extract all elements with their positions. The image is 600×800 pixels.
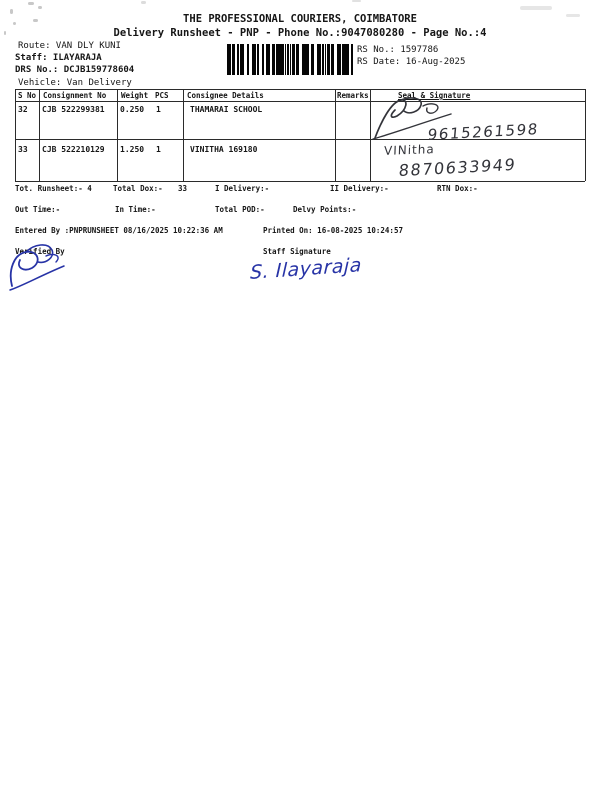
page-subtitle: Delivery Runsheet - PNP - Phone No.:9047080280 - Page No.:4 xyxy=(113,27,487,39)
ii-delivery-text: II Delivery:- xyxy=(330,184,389,193)
table-vline xyxy=(15,89,16,181)
table-border-top xyxy=(15,89,585,90)
col-header-seal-signature: Seal & Signature xyxy=(398,91,471,100)
table-vline xyxy=(335,89,336,181)
cell-consignment-no: CJB 522210129 xyxy=(42,145,105,154)
i-delivery-text: I Delivery:- xyxy=(215,184,270,193)
col-header-consignee-details: Consignee Details xyxy=(187,91,264,100)
printed-on-text: Printed On: 16-08-2025 10:24:57 xyxy=(263,226,403,235)
cell-weight: 0.250 xyxy=(120,105,145,114)
delvy-points-text: Delvy Points:- xyxy=(293,205,357,214)
out-time-text: Out Time:- xyxy=(15,205,61,214)
table-header-underline xyxy=(15,101,585,102)
drs-no-text: DRS No.: DCJB159778604 xyxy=(15,65,135,75)
page-title: THE PROFESSIONAL COURIERS, COIMBATORE xyxy=(183,13,417,25)
cell-consignee: VINITHA 169180 xyxy=(190,145,258,154)
staff-text: Staff: ILAYARAJA xyxy=(15,53,102,63)
vehicle-text: Vehicle: Van Delivery xyxy=(18,78,132,88)
staff-signature-label: Staff Signature xyxy=(263,247,331,256)
table-vline xyxy=(585,89,586,181)
scan-artifact xyxy=(352,0,361,2)
in-time-text: In Time:- xyxy=(115,205,156,214)
rtn-dox-text: RTN Dox:- xyxy=(437,184,478,193)
table-vline xyxy=(39,89,40,181)
handwritten-name: VINitha xyxy=(383,142,435,158)
verified-by-signature-scribble xyxy=(6,242,68,296)
total-dox-value: 33 xyxy=(178,184,188,193)
rs-no-text: RS No.: 1597786 xyxy=(357,45,439,55)
col-header-s-no: S No xyxy=(18,91,37,100)
tot-runsheet-text: Tot. Runsheet:- 4 xyxy=(15,184,92,193)
entered-by-text: Entered By :PNPRUNSHEET 08/16/2025 10:22:36 AM xyxy=(15,226,223,235)
cell-pcs: 1 xyxy=(156,145,161,154)
cell-consignment-no: CJB 522299381 xyxy=(42,105,105,114)
scan-artifact xyxy=(520,6,552,10)
scan-artifact xyxy=(38,6,42,9)
col-header-weight: Weight xyxy=(121,91,149,100)
col-header-pcs: PCS xyxy=(155,91,169,100)
scan-artifact xyxy=(141,1,146,4)
cell-s-no: 32 xyxy=(18,105,28,114)
rs-date-text: RS Date: 16-Aug-2025 xyxy=(357,57,466,67)
cell-pcs: 1 xyxy=(156,105,161,114)
col-header-consignment-no: Consignment No xyxy=(43,91,107,100)
scan-artifact xyxy=(28,2,34,5)
handwritten-phone: 9615261598 xyxy=(426,120,540,144)
handwritten-phone: 8870633949 xyxy=(397,154,518,181)
verified-by-label: Verified By xyxy=(15,247,65,256)
cell-s-no: 33 xyxy=(18,145,28,154)
route-text: Route: VAN DLY KUNI xyxy=(18,41,121,51)
total-dox-label: Total Dox:- xyxy=(113,184,163,193)
table-vline xyxy=(183,89,184,181)
total-pod-text: Total POD:- xyxy=(215,205,265,214)
cell-weight: 1.250 xyxy=(120,145,145,154)
barcode-icon xyxy=(227,44,353,75)
table-vline xyxy=(117,89,118,181)
col-header-remarks: Remarks xyxy=(337,91,369,100)
cell-consignee: THAMARAI SCHOOL xyxy=(190,105,263,114)
staff-signature-handwriting: S. Ilayaraja xyxy=(249,254,363,284)
table-border-bottom xyxy=(15,181,585,182)
